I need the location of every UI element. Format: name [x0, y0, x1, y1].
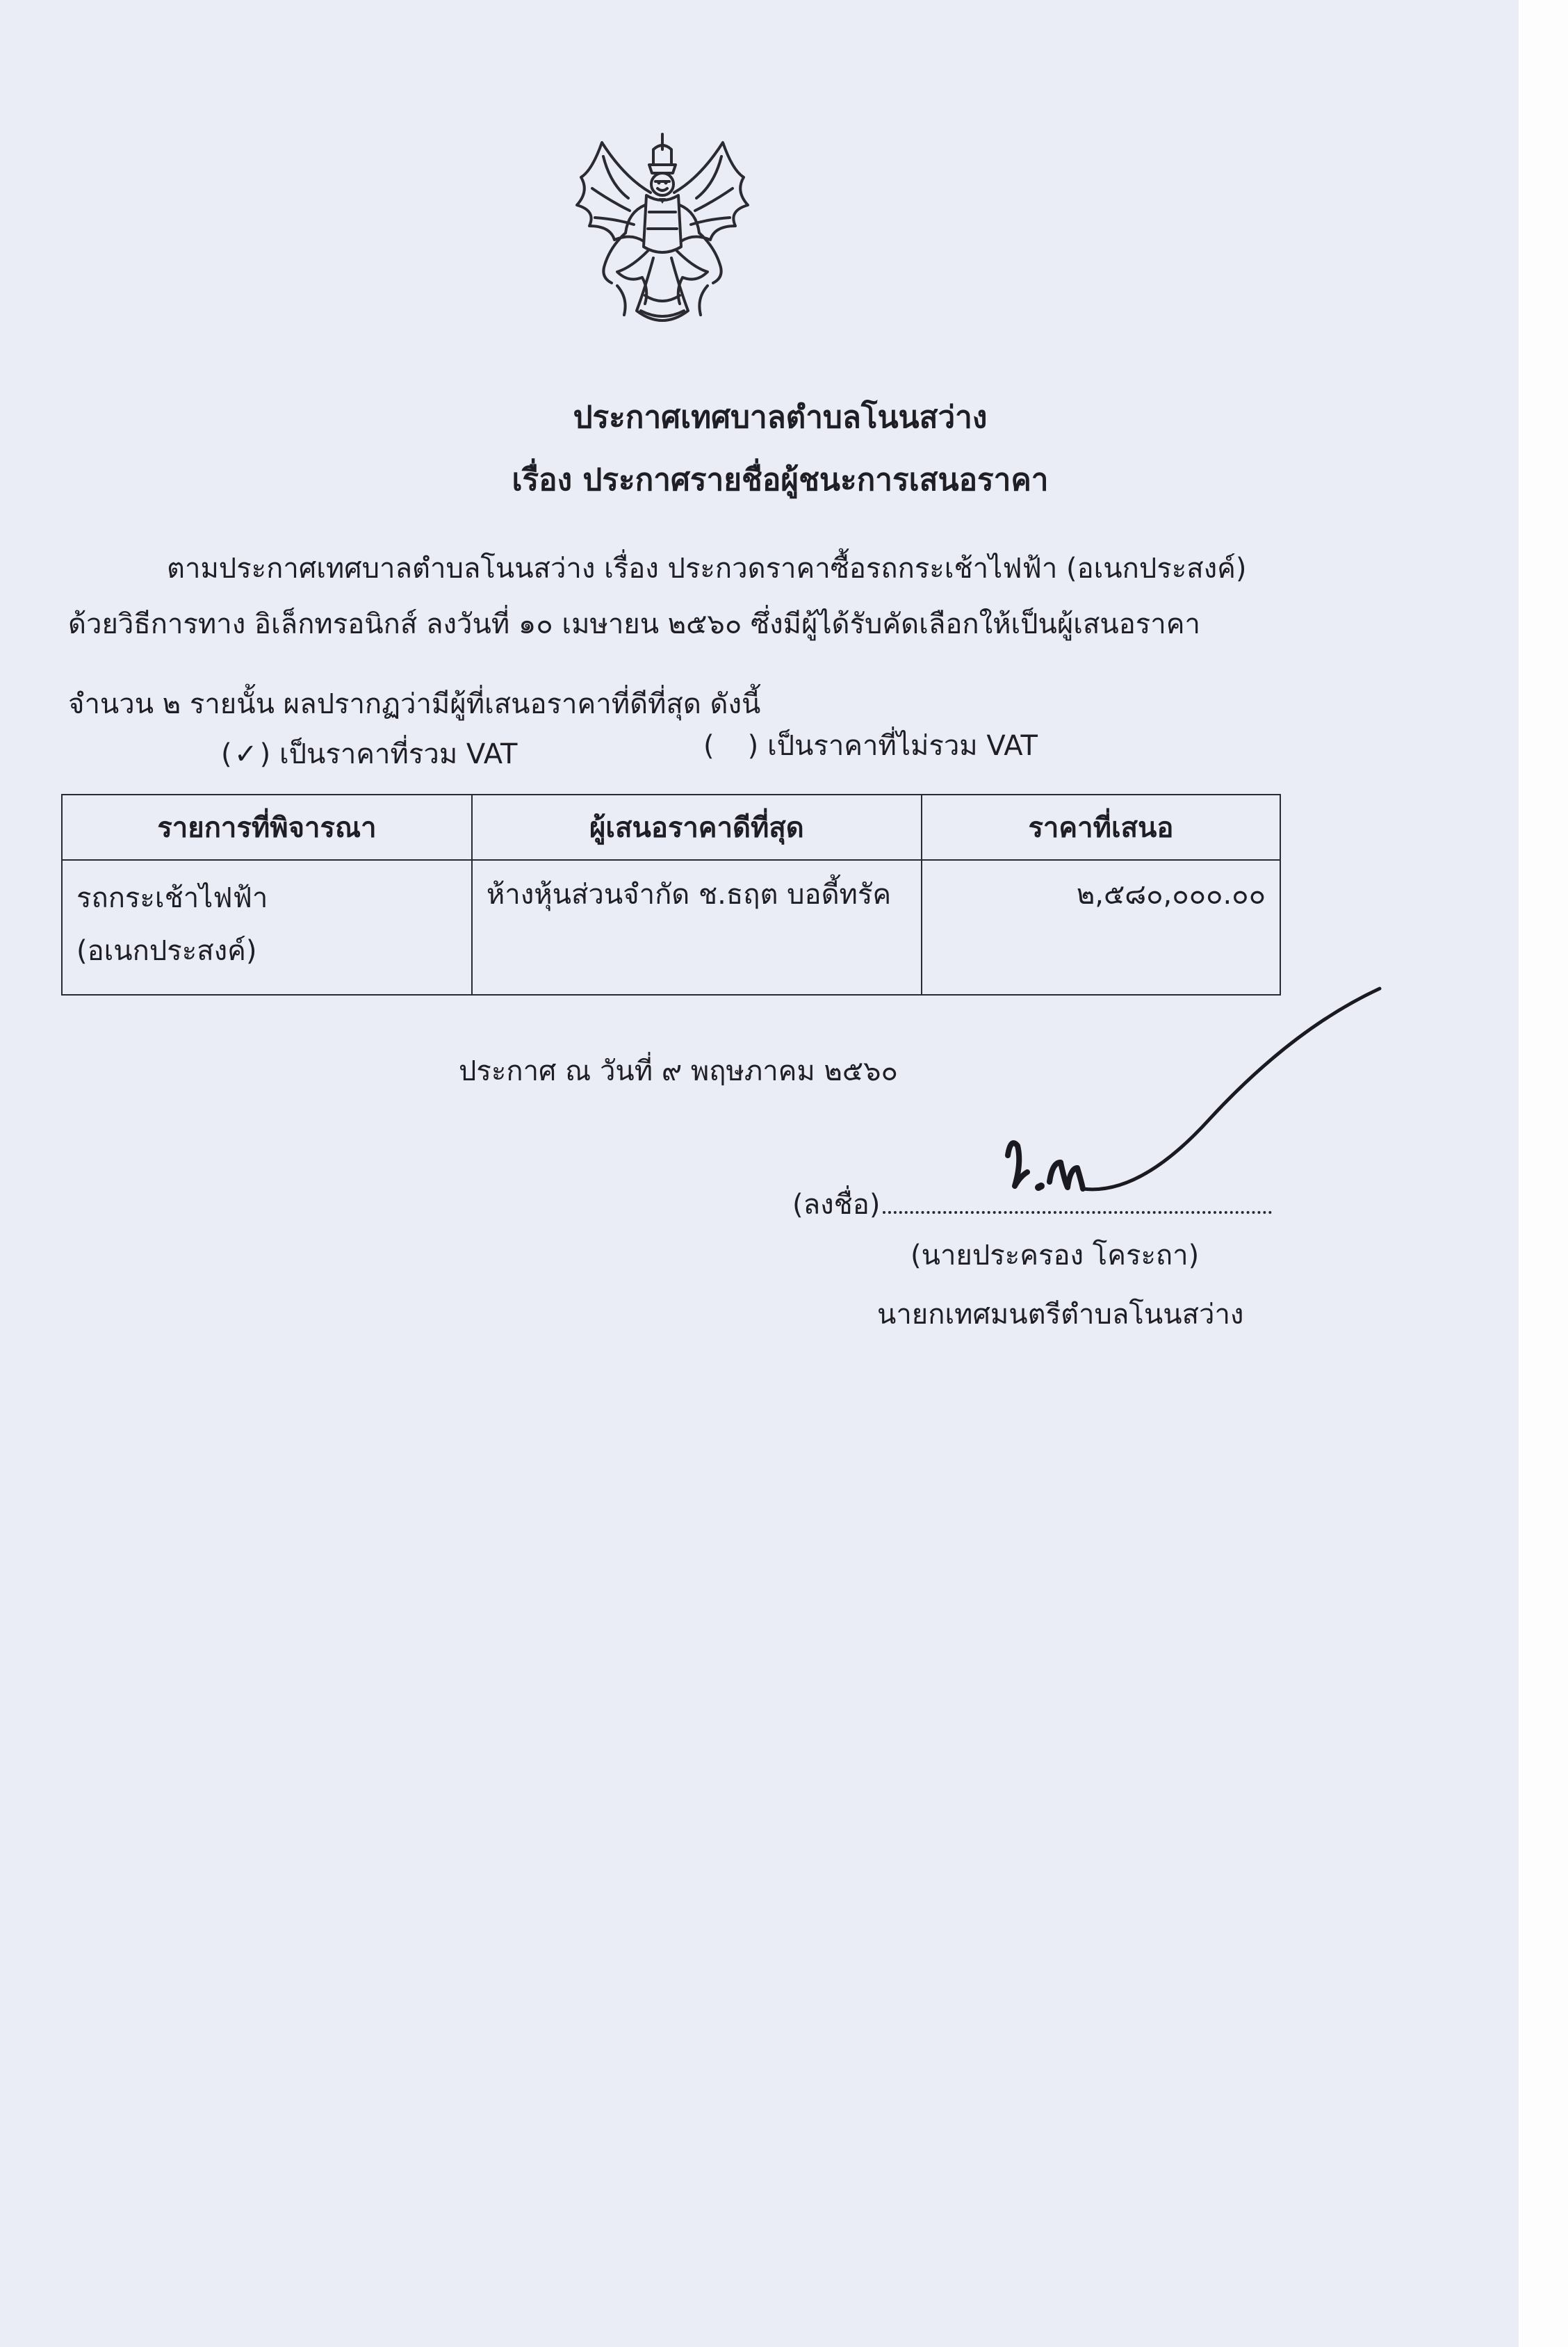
vat-excluded-label: เป็นราคาที่ไม่รวม VAT	[767, 730, 1038, 762]
scan-edge	[1519, 0, 1568, 2347]
signer-position: นายกเทศมนตรีตำบลโนนสว่าง	[877, 1299, 1244, 1331]
body-paragraph-line-3: จำนวน ๒ รายนั้น ผลปรากฏว่ามีผู้ที่เสนอราคาที่ดีที่สุด ดังนี้	[68, 688, 761, 720]
garuda-emblem-icon	[562, 129, 763, 337]
announcement-title: ประกาศเทศบาลตำบลโนนสว่าง	[573, 400, 988, 435]
signature-line	[792, 1182, 1272, 1226]
header-item: รายการที่พิจารณา	[62, 795, 472, 860]
announcement-subject: เรื่อง ประกาศรายชื่อผู้ชนะการเสนอราคา	[512, 462, 1049, 498]
price-cell: ๒,๕๘๐,๐๐๐.๐๐	[922, 860, 1280, 995]
vat-excluded-option: ( ) เป็นราคาที่ไม่รวม VAT	[703, 730, 1038, 762]
body-paragraph-line-2: ด้วยวิธีการทาง อิเล็กทรอนิกส์ ลงวันที่ ๑๐ เมษายน ๒๕๖๐ ซึ่งมีผู้ได้รับคัดเลือกให้เป็นผู้เสนอราคา	[68, 608, 1200, 640]
vat-included-label: เป็นราคาที่รวม VAT	[279, 738, 518, 770]
handwritten-signature	[1001, 980, 1390, 1210]
bidder-cell: ห้างหุ้นส่วนจำกัด ช.ธฤต บอดี้ทรัค	[472, 860, 922, 995]
signature-dotted-line	[883, 1207, 1272, 1214]
bid-result-table	[61, 794, 1281, 996]
announcement-date: ประกาศ ณ วันที่ ๙ พฤษภาคม ๒๕๖๐	[459, 1055, 898, 1087]
item-type: (อเนกประสงค์)	[76, 935, 257, 967]
header-offered-price: ราคาที่เสนอ	[922, 795, 1280, 860]
header-best-bidder: ผู้เสนอราคาดีที่สุด	[472, 795, 922, 860]
item-name: รถกระเช้าไฟฟ้า	[76, 882, 268, 914]
table-row	[62, 860, 1280, 995]
vat-included-check: ✓	[234, 738, 258, 770]
vat-included-option: (✓) เป็นราคาที่รวม VAT	[221, 738, 518, 770]
item-cell	[62, 860, 472, 995]
body-paragraph-line-1: ตามประกาศเทศบาลตำบลโนนสว่าง เรื่อง ประกวดราคาซื้อรถกระเช้าไฟฟ้า (อเนกประสงค์)	[167, 553, 1247, 585]
signer-name: (นายประครอง โคระถา)	[910, 1240, 1200, 1272]
sign-label: (ลงชื่อ)	[792, 1189, 881, 1221]
table-header-row	[62, 795, 1280, 860]
